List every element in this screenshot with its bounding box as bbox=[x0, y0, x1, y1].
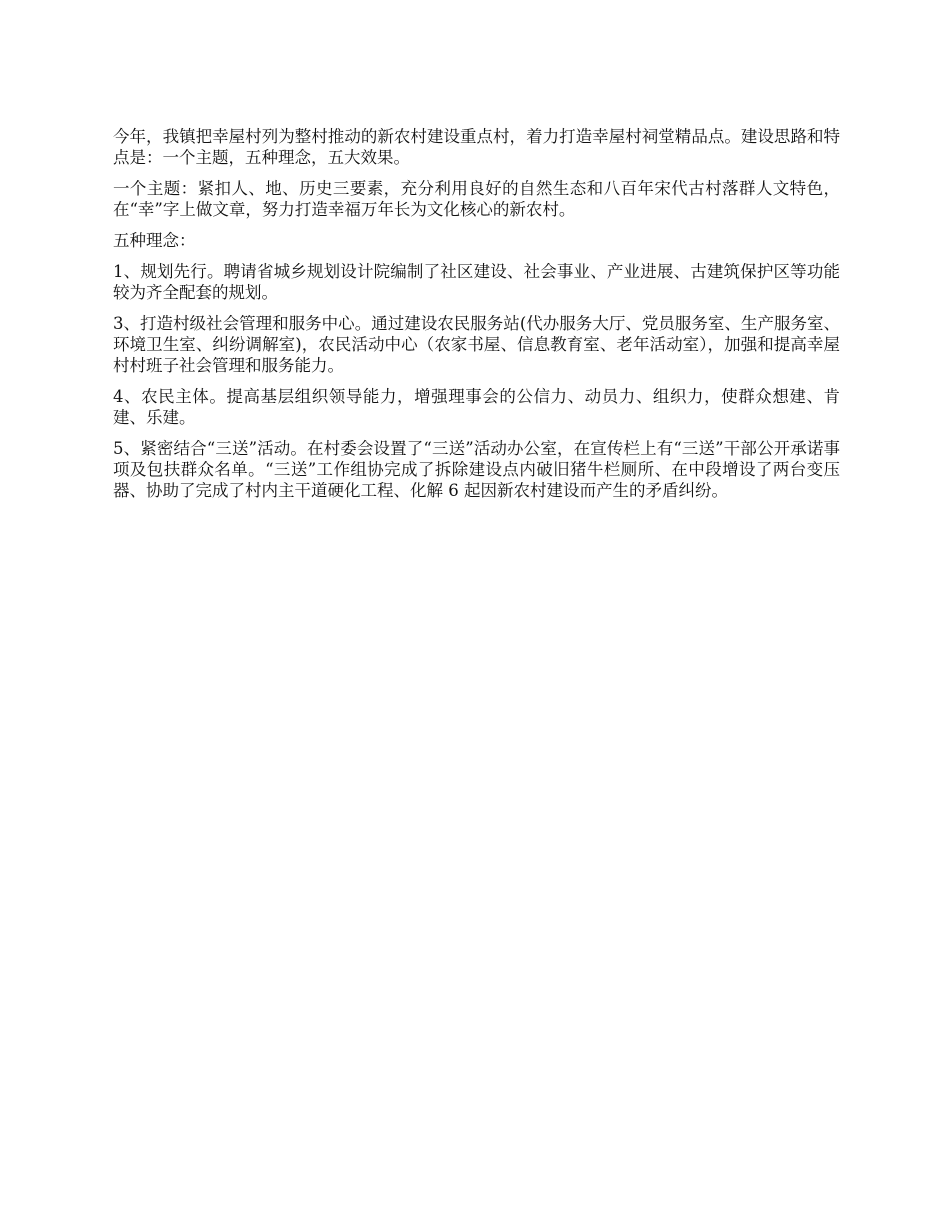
paragraph-concept-4: 4、农民主体。提高基层组织领导能力，增强理事会的公信力、动员力、组织力，使群众想建、肯建、乐建。 bbox=[113, 387, 840, 427]
paragraph-concept-5: 5、紧密结合“三送”活动。在村委会设置了“三送”活动办公室，在宣传栏上有“三送”干部公开承诺事项及包扶群众名单。“三送”工作组协完成了拆除建设点内破旧猪牛栏厕所、在中段增设了两台变压器、协助了完成了村内主干道硬化工程、化解 6 起因新农村建设而产生的矛盾纠纷。 bbox=[113, 439, 840, 500]
paragraph-theme: 一个主题：紧扣人、地、历史三要素，充分利用良好的自然生态和八百年宋代古村落群人文特色，在“幸”字上做文章，努力打造幸福万年长为文化核心的新农村。 bbox=[113, 179, 840, 219]
paragraph-concept-3: 3、打造村级社会管理和服务中心。通过建设农民服务站(代办服务大厅、党员服务室、生产服务室、环境卫生室、纠纷调解室)，农民活动中心（农家书屋、信息教育室、老年活动室），加强和提高幸屋村村班子社会管理和服务能力。 bbox=[113, 314, 840, 375]
paragraph-concept-1: 1、规划先行。聘请省城乡规划设计院编制了社区建设、社会事业、产业进展、古建筑保护区等功能较为齐全配套的规划。 bbox=[113, 262, 840, 302]
paragraph-intro: 今年，我镇把幸屋村列为整村推动的新农村建设重点村，着力打造幸屋村祠堂精品点。建设思路和特点是：一个主题，五种理念，五大效果。 bbox=[113, 127, 840, 167]
document-body bbox=[113, 126, 840, 511]
paragraph-concepts-heading: 五种理念： bbox=[113, 231, 196, 250]
